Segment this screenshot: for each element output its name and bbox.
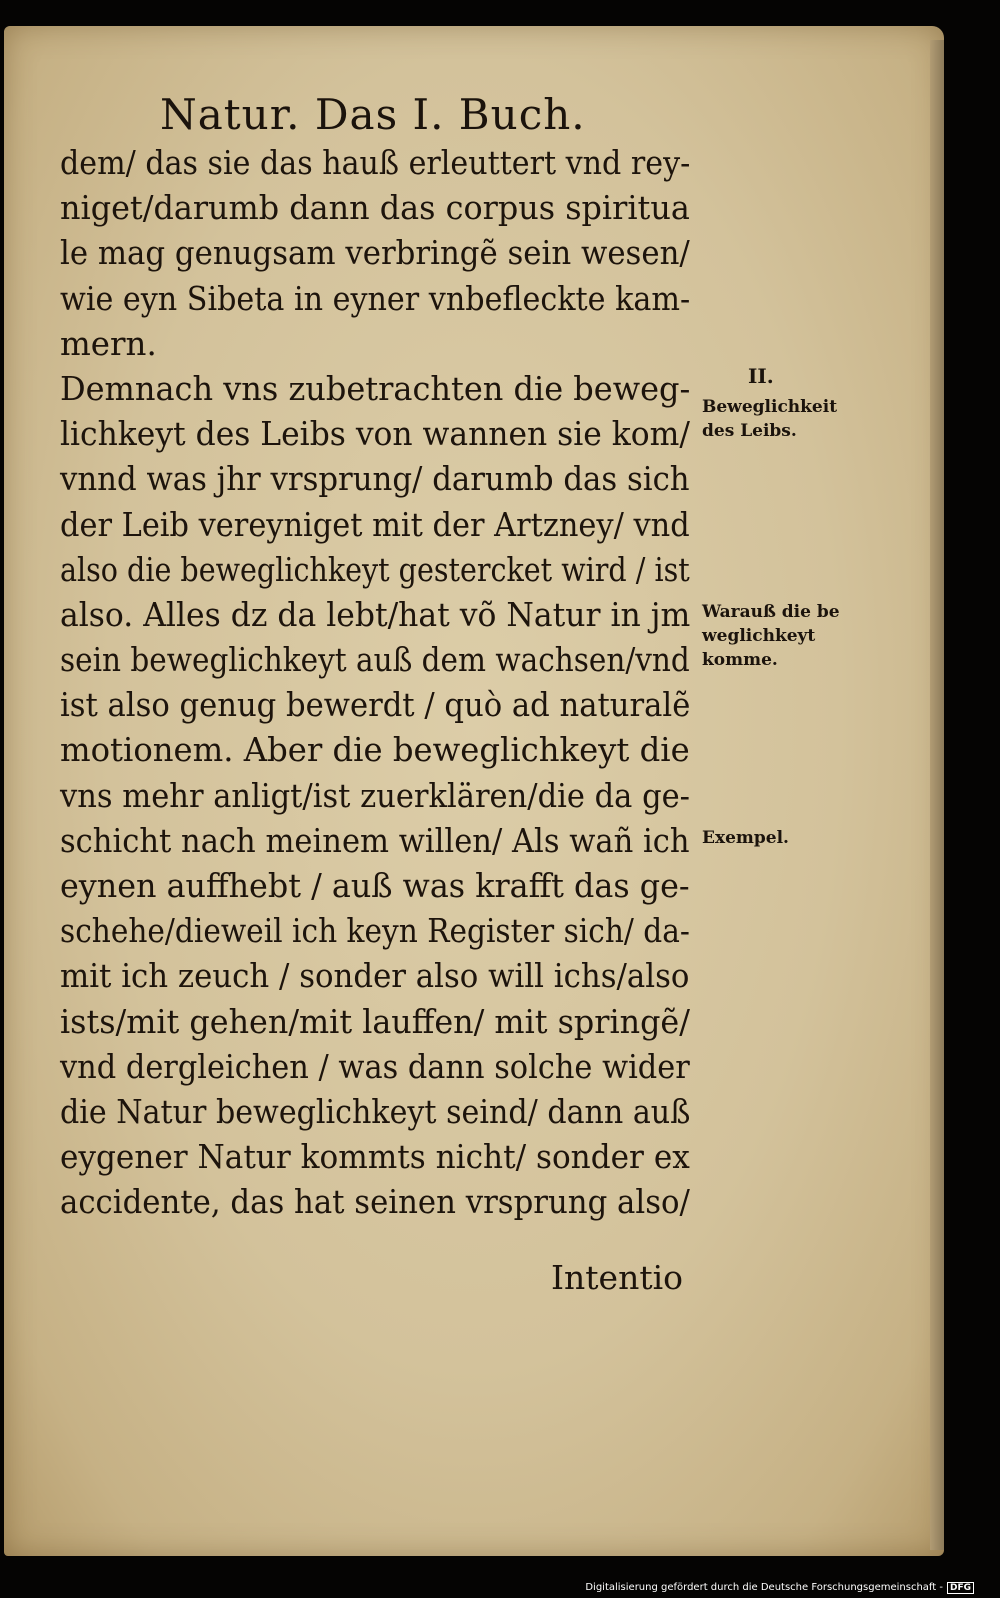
text-line: schehe/dieweil ich keyn Register sich/ da- (60, 911, 690, 951)
margin-note-exempel: Exempel. (702, 828, 789, 848)
margin-note-warauss-line1: Warauß die be (702, 602, 840, 622)
text-line: schicht nach meinem willen/ Als wañ ich (60, 820, 690, 860)
body-text (60, 140, 700, 1225)
page-edge (930, 40, 944, 1550)
text-line: accidente, das hat seinen vrsprung also/ (60, 1182, 690, 1222)
text-line: vnd dergleichen / was dann solche wider (60, 1046, 690, 1086)
text-line: eygener Natur kommts nicht/ sonder ex (60, 1137, 690, 1177)
running-header: Natur. Das I. Buch. (160, 90, 586, 139)
text-line: mern. (60, 323, 157, 363)
text-line: die Natur beweglichkeyt seind/ dann auß (60, 1091, 691, 1131)
text-line: Demnach vns zubetrachten die beweg- (60, 368, 691, 408)
footer-text: Digitalisierung gefördert durch die Deutsche Forschungsgemeinschaft - (585, 1582, 943, 1593)
text-line: vnnd was jhr vrsprung/ darumb das sich (60, 459, 690, 499)
margin-note-beweglichkeit: Beweglichkeit (702, 397, 838, 417)
text-line: mit ich zeuch / sonder also will ichs/also (60, 956, 690, 996)
text-line: le mag genugsam verbringẽ sein wesen/ (60, 233, 690, 273)
text-line: niget/darumb dann das corpus spiritua (60, 188, 690, 228)
text-line: eynen auffhebt / auß was krafft das ge- (60, 866, 690, 905)
dfg-logo: DFG (947, 1582, 974, 1594)
digitization-footer (585, 1582, 974, 1594)
text-line: sein beweglichkeyt auß dem wachsen/vnd (60, 640, 690, 680)
text-line: lichkeyt des Leibs von wannen sie kom/ (60, 414, 690, 454)
text-line: ists/mit gehen/mit lauffen/ mit springẽ/ (60, 1001, 690, 1041)
margin-note-des-leibs: des Leibs. (702, 421, 797, 441)
text-line: vns mehr anligt/ist zuerklären/die da ge- (60, 775, 690, 815)
text-line: dem/ das sie das hauß erleuttert vnd rey- (60, 143, 691, 182)
text-line: der Leib vereyniget mit der Artzney/ vnd (60, 504, 690, 544)
margin-note-warauss-line3: komme. (702, 650, 778, 670)
text-line: also die beweglichkeyt gestercket wird / ist (60, 549, 690, 589)
text-line: motionem. Aber die beweglichkeyt die (60, 730, 690, 770)
text-line: also. Alles dz da lebt/hat võ Natur in jm (60, 594, 691, 634)
text-line: ist also genug bewerdt / quò ad naturalẽ (60, 685, 691, 725)
catchword: Intentio (551, 1258, 684, 1297)
margin-note-warauss-line2: weglichkeyt (702, 626, 816, 646)
margin-note-number: II. (748, 364, 774, 388)
text-line: wie eyn Sibeta in eyner vnbefleckte kam- (60, 278, 691, 318)
